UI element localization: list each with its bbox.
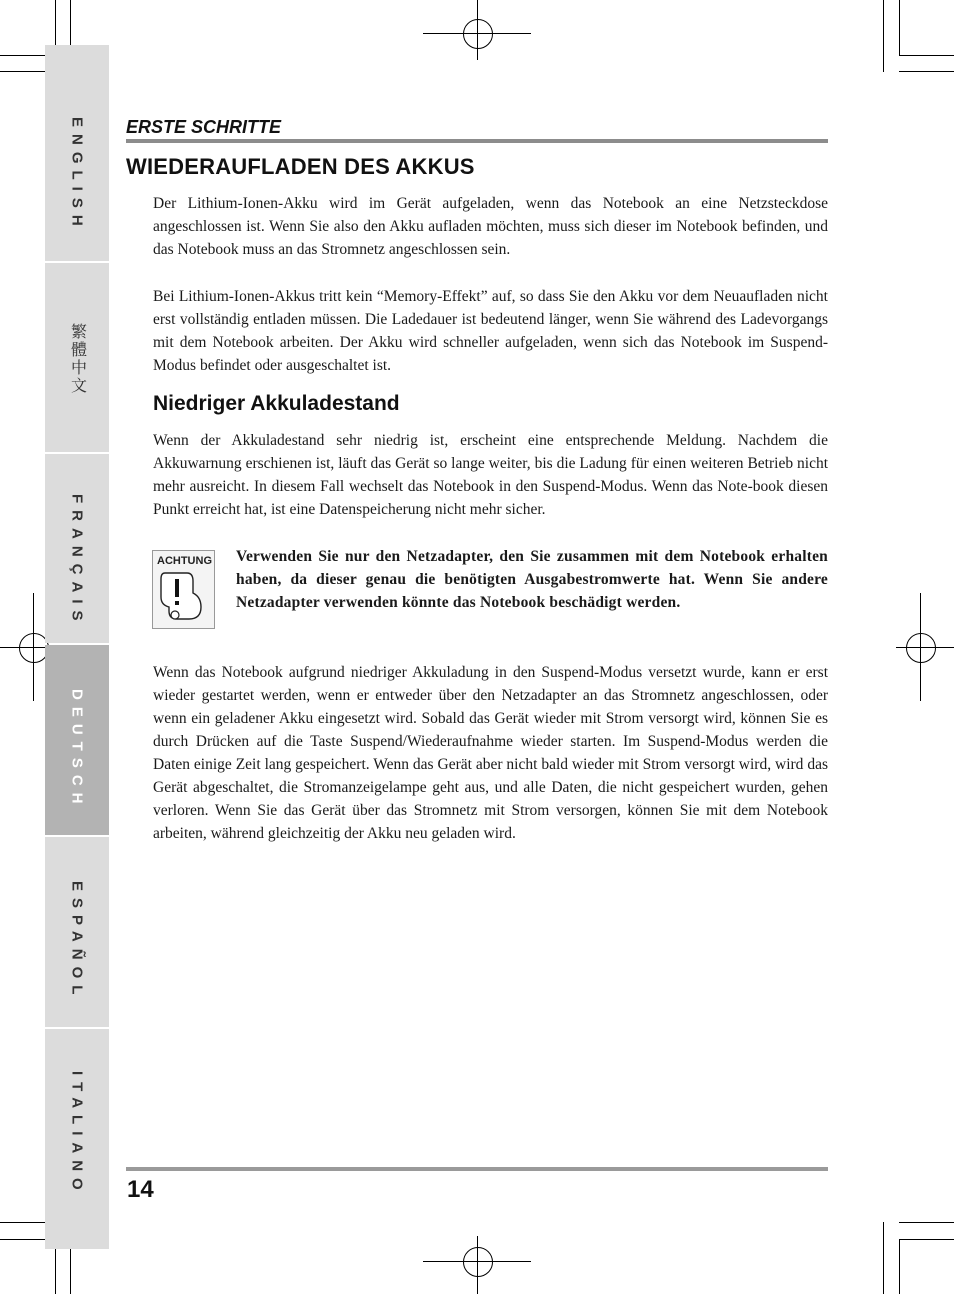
tab-label: DEUTSCH bbox=[68, 689, 86, 811]
tab-francais[interactable] bbox=[45, 454, 109, 643]
registration-circle bbox=[906, 633, 936, 663]
registration-circle bbox=[463, 1247, 493, 1277]
language-sidebar bbox=[45, 45, 109, 1249]
registration-circle bbox=[463, 19, 493, 49]
tab-english[interactable] bbox=[45, 45, 109, 261]
page-number: 14 bbox=[127, 1176, 154, 1203]
crop-mark bbox=[899, 71, 954, 72]
tab-label: ENGLISH bbox=[68, 117, 86, 233]
crop-mark bbox=[899, 1239, 900, 1294]
tab-chinese[interactable] bbox=[45, 263, 109, 452]
paragraph: Bei Lithium-Ionen-Akkus tritt kein “Memory-Effekt” auf, so dass Sie den Akku vor dem Neuaufladen nicht erst vollständig entladen müssen. Die Ladedauer ist bedeutend länger, wenn Sie während des Ladevorgangs mit dem Notebook arbeiten. Der Akku wird schneller aufgeladen, wenn sich das Notebook im Suspend-Modus befindet oder ausgeschaltet ist. bbox=[153, 288, 828, 374]
header-rule bbox=[126, 139, 828, 143]
page-title: WIEDERAUFLADEN DES AKKUS bbox=[126, 154, 475, 179]
paragraph: Der Lithium-Ionen-Akku wird im Gerät aufgeladen, wenn das Notebook an eine Netzsteckdose angeschlossen ist. Wenn Sie also den Akku aufladen möchten, muss sich dieser im Notebook befinden, und das Notebook muss an das Stromnetz angeschlossen sein. bbox=[153, 195, 828, 258]
tab-italiano[interactable] bbox=[45, 1029, 109, 1249]
paragraph: Wenn der Akkuladestand sehr niedrig ist, erscheint eine entsprechende Meldung. Nachdem die Akkuwarnung erschienen ist, läuft das Gerät so lange weiter, bis die Ladung für einen weiteren Betrieb nicht mehr ausreicht. In diesem Fall wechselt das Notebook in den Suspend-Modus. Wenn das Note-book diesen Punkt erreicht hat, ist eine Datenspeicherung nicht mehr sicher. bbox=[153, 432, 828, 518]
tab-label: ESPAÑOL bbox=[68, 881, 86, 1002]
crop-mark bbox=[899, 1239, 954, 1240]
crop-mark bbox=[883, 1222, 884, 1294]
section-label: ERSTE SCHRITTE bbox=[126, 117, 282, 137]
crop-mark bbox=[899, 1222, 954, 1223]
tab-label: ITALIANO bbox=[68, 1071, 86, 1197]
tab-label: FRANÇAIS bbox=[68, 494, 86, 628]
paragraph: Wenn das Notebook aufgrund niedriger Akkuladung in den Suspend-Modus versetzt wurde, kann er erst wieder gestartet werden, wenn er entweder über den Netzadapter an das Stromnetz angeschlossen, oder wenn ein geladener Akku eingesetzt wird. Sobald das Gerät wieder mit Strom versorgt wird, können Sie es durch Drücken auf die Taste Suspend/Wiederaufnahme wieder starten. Im Suspend-Modus werden die Daten einige Zeit lang gespeichert. Wenn das Gerät aber nicht bald wieder mit Strom versorgt wird, wird das Gerät abgeschaltet, die Stromanzeigelampe geht aus, und alle Daten, die nicht gespeichert wurden, gehen verloren. Wenn Sie das Gerät über das Stromnetz mit Strom versorgen, können Sie mit dem Notebook arbeiten, während gleichzeitig der Akku neu geladen wird. bbox=[153, 664, 828, 842]
caution-hand-icon bbox=[157, 571, 209, 623]
crop-mark bbox=[899, 0, 900, 55]
footer-rule bbox=[126, 1167, 828, 1171]
crop-mark bbox=[899, 55, 954, 56]
warning-text: Verwenden Sie nur den Netzadapter, den Sie zusammen mit dem Notebook erhalten haben, da dieser genau die benötigten Ausgabestromwerte hat. Wenn Sie andere Netzadapter verwenden könnte das Notebook beschädigt werden. bbox=[236, 548, 828, 611]
tab-label: 繁體中文 bbox=[68, 323, 86, 395]
subheading: Niedriger Akkuladestand bbox=[153, 392, 400, 415]
crop-mark bbox=[883, 0, 884, 72]
warning-box bbox=[152, 550, 215, 629]
warning-label: ACHTUNG bbox=[157, 555, 212, 567]
tab-espanol[interactable] bbox=[45, 837, 109, 1027]
tab-deutsch[interactable] bbox=[45, 645, 109, 835]
